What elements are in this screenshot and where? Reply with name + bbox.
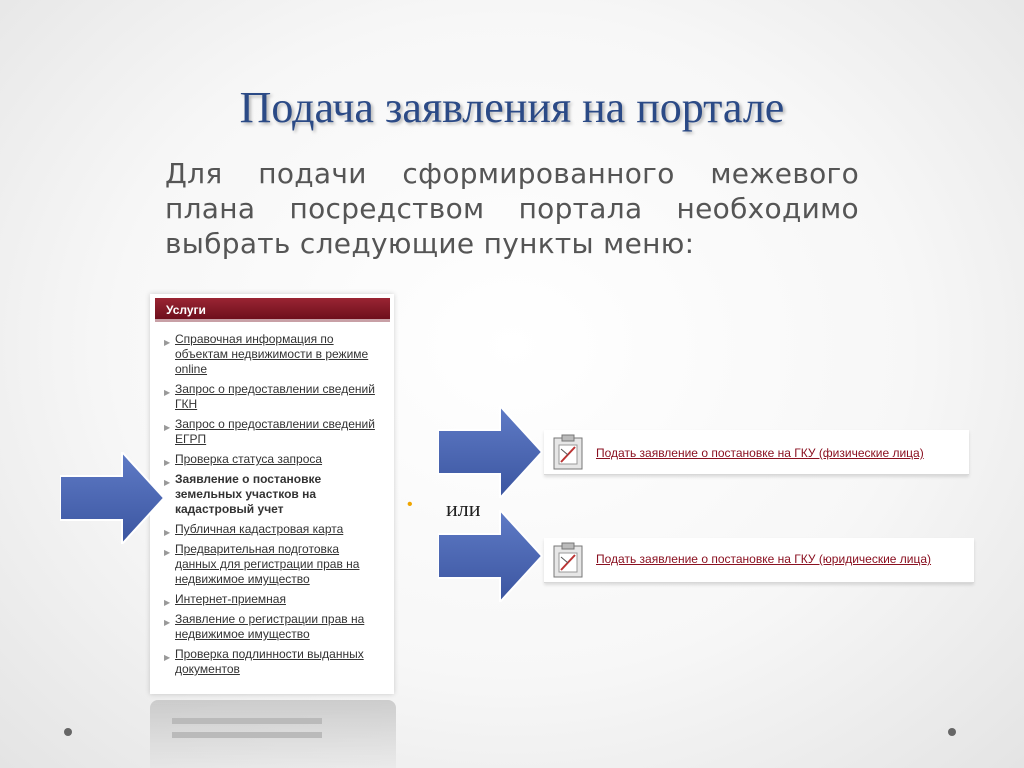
menu-item-public-cadastral-map[interactable]: ▶ Публичная кадастровая карта: [164, 522, 379, 537]
individual-application-bar: [544, 430, 969, 475]
arrow-right-icon: [60, 452, 166, 544]
menu-item-request-status[interactable]: ▶ Проверка статуса запроса: [164, 452, 379, 467]
menu-item-internet-reception[interactable]: ▶ Интернет-приемная: [164, 592, 379, 607]
triangle-right-icon: ▶: [164, 423, 171, 432]
slide-title: Подача заявления на портале: [239, 83, 785, 132]
clipboard-icon: [552, 434, 584, 470]
corner-dot: [64, 728, 72, 736]
individual-application-link[interactable]: Подать заявление о постановке на ГКУ (физические лица): [596, 446, 924, 460]
menu-item-preliminary-preparation[interactable]: ▶ Предварительная подготовка данных для регистрации прав на недвижимое имущество: [164, 542, 360, 586]
legal-application-bar: [544, 538, 974, 583]
menu-item-gkn-request[interactable]: ▶ Запрос о предоставлении сведений ГКН: [164, 382, 375, 411]
triangle-right-icon: ▶: [164, 388, 171, 397]
legal-application-link[interactable]: Подать заявление о постановке на ГКУ (юридические лица): [596, 552, 932, 566]
triangle-right-icon: ▶: [164, 528, 171, 537]
reflection-line: [172, 732, 322, 738]
menu-item-egrp-request[interactable]: ▶ Запрос о предоставлении сведений ЕГРП: [164, 417, 375, 446]
clipboard-icon: [552, 542, 584, 578]
services-menu-panel: [150, 294, 394, 694]
services-menu-list: [164, 332, 379, 682]
triangle-right-icon: ▶: [164, 458, 171, 467]
arrow-right-icon: [438, 510, 544, 602]
triangle-right-icon: ▶: [164, 653, 171, 662]
panel-reflection: [150, 700, 396, 768]
triangle-right-icon: ▶: [164, 598, 171, 607]
bullet-icon: •: [407, 496, 413, 513]
services-menu-header: Услуги: [155, 298, 390, 322]
triangle-right-icon: ▶: [164, 618, 171, 627]
or-label: или: [446, 496, 481, 521]
triangle-right-icon: ▶: [164, 338, 171, 347]
reflection-line: [172, 718, 322, 724]
menu-item-reference-info[interactable]: ▶ Справочная информация по объектам недвижимости в режиме online: [164, 332, 369, 376]
arrow-right-icon: [438, 406, 544, 498]
triangle-right-icon: ▶: [164, 548, 171, 557]
corner-dot: [948, 728, 956, 736]
menu-item-cadastral-registration[interactable]: ▶ Заявление о постановке земельных участков на кадастровый учет: [164, 472, 322, 516]
intro-text: Для подачи сформированного межевого плана посредством портала необходимо выбрать следующие пункты меню:: [165, 157, 859, 260]
triangle-right-icon: ▶: [164, 478, 171, 487]
menu-item-rights-registration[interactable]: ▶ Заявление о регистрации прав на недвижимое имущество: [164, 612, 365, 641]
menu-item-document-verification[interactable]: ▶ Проверка подлинности выданных документов: [164, 647, 364, 676]
